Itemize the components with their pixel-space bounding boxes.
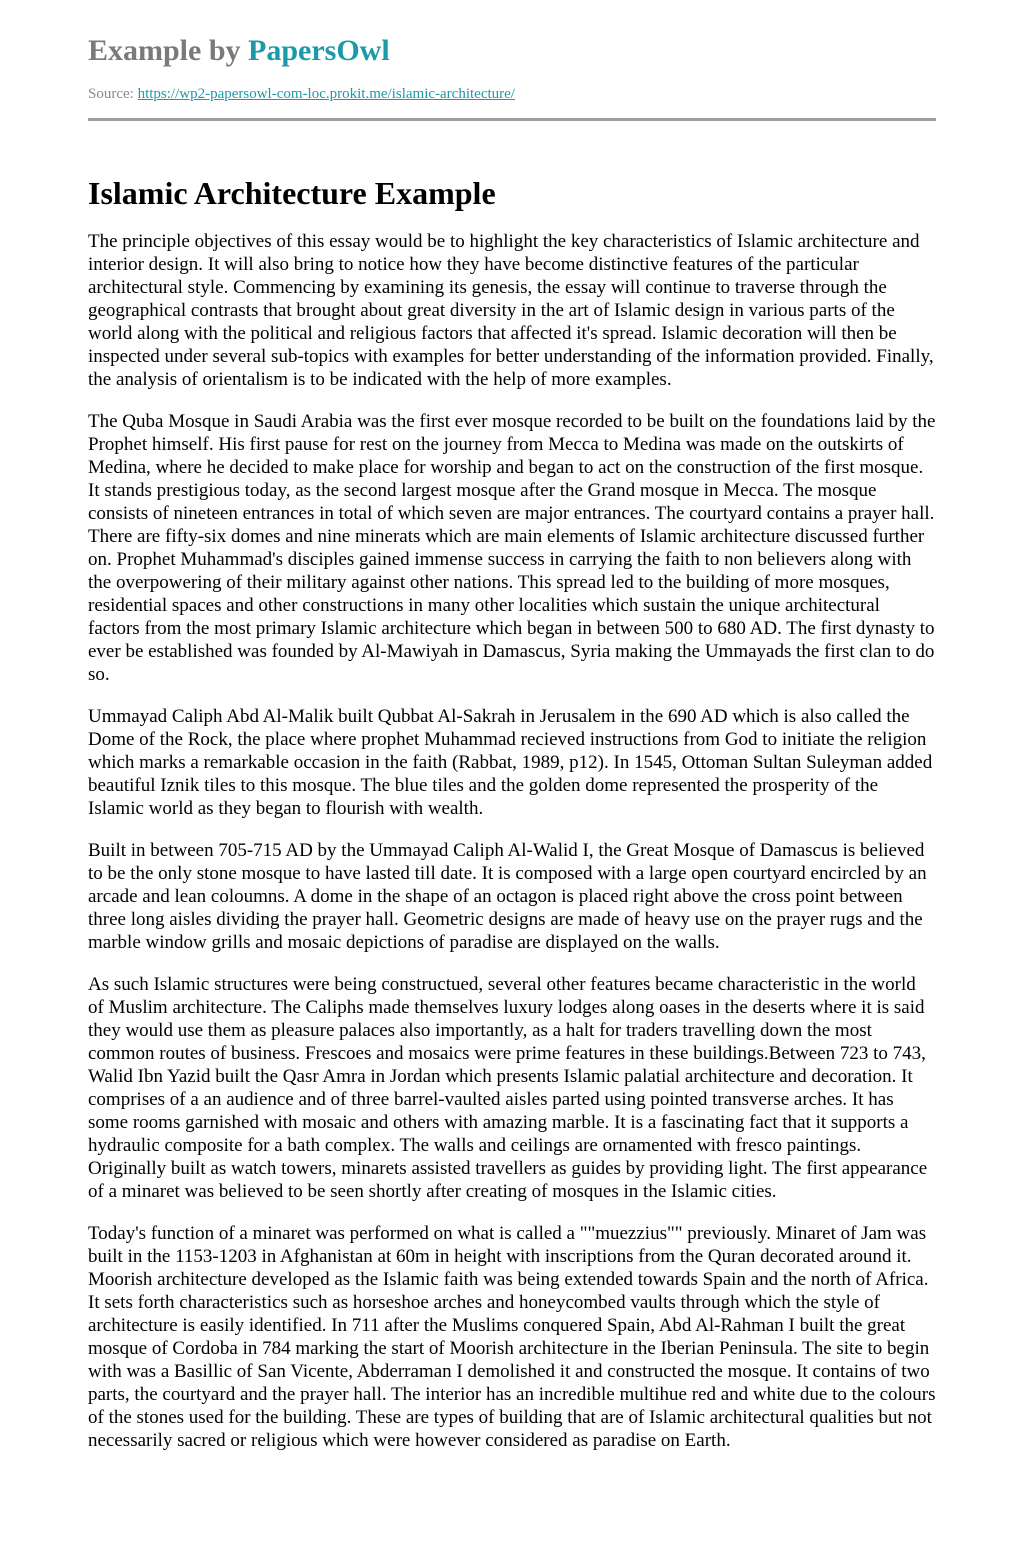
paragraph: The principle objectives of this essay would be to highlight the key characteristics of Islamic architecture and interior design. It will also bring to notice how they have become distinctive features of the particular architectural style. Commencing by examining its genesis, the essay will continue to traverse through the geographical contrasts that brought about great diversity in the art of Islamic design in various parts of the world along with the political and religious factors that affected it's spread. Islamic decoration will then be inspected under several sub-topics with examples for better understanding of the information provided. Finally, the analysis of orientalism is to be indicated with the help of more examples. (88, 231, 934, 390)
page-title: Islamic Architecture Example (88, 175, 496, 211)
source-label: Source: (88, 86, 138, 102)
header-divider (88, 118, 936, 121)
paragraph: Built in between 705-715 AD by the Ummayad Caliph Al-Walid I, the Great Mosque of Damascus is believed to be the only stone mosque to have lasted till date. It is composed with a large open courtyard encircled by an arcade and lean coloumns. A dome in the shape of an octagon is placed right above the cross point between three long aisles dividing the prayer hall. Geometric designs are made of heavy use on the prayer rugs and the marble window grills and mosaic depictions of paradise are displayed on the walls. (88, 840, 927, 953)
paragraph: Ummayad Caliph Abd Al-Malik built Qubbat Al-Sakrah in Jerusalem in the 690 AD which is also called the Dome of the Rock, the place where prophet Muhammad recieved instructions from God to initiate the religion which marks a remarkable occasion in the faith (Rabbat, 1989, p12). In 1545, Ottoman Sultan Suleyman added beautiful Iznik tiles to this mosque. The blue tiles and the golden dome represented the prosperity of the Islamic world as they began to flourish with wealth. (88, 706, 933, 819)
page-header (88, 0, 936, 121)
brand-name-link[interactable]: PapersOwl (248, 34, 390, 67)
article-body (88, 230, 936, 1452)
brand-prefix: Example by (88, 34, 249, 67)
source-link[interactable]: https://wp2-papersowl-com-loc.prokit.me/islamic-architecture/ (137, 86, 515, 102)
brand-heading (88, 31, 936, 71)
paragraph: As such Islamic structures were being constructued, several other features became characteristic in the world of Muslim architecture. The Caliphs made themselves luxury lodges along oases in the deserts where it is said they would use them as pleasure palaces also importantly, as a halt for traders travelling down the most common routes of business. Frescoes and mosaics were prime features in these buildings.Between 723 to 743, Walid Ibn Yazid built the Qasr Amra in Jordan which presents Islamic palatial architecture and decoration. It comprises of a an audience and of three barrel-vaulted aisles parted using pointed transverse arches. It has some rooms garnished with mosaic and others with amazing marble. It is a fascinating fact that it supports a hydraulic composite for a bath complex. The walls and ceilings are ornamented with fresco paintings. Originally built as watch towers, minarets assisted travellers as guides by providing light. The first appearance of a minaret was believed to be seen shortly after creating of mosques in the Islamic cities. (88, 974, 928, 1202)
paragraph: The Quba Mosque in Saudi Arabia was the first ever mosque recorded to be built on the foundations laid by the Prophet himself. His first pause for rest on the journey from Mecca to Medina was made on the outskirts of Medina, where he decided to make place for worship and began to act on the construction of the first mosque. It stands prestigious today, as the second largest mosque after the Grand mosque in Mecca. The mosque consists of nineteen entrances in total of which seven are major entrances. The courtyard contains a prayer hall. There are fifty-six domes and nine minerats which are main elements of Islamic architecture discussed further on. Prophet Muhammad's disciples gained immense success in carrying the faith to non believers along with the overpowering of their military against other nations. This spread led to the building of more mosques, residential spaces and other constructions in many other localities which sustain the unique architectural factors from the most primary Islamic architecture which began in between 500 to 680 AD. The first dynasty to ever be established was founded by Al-Mawiyah in Damascus, Syria making the Ummayads the first clan to do so. (88, 411, 936, 685)
paragraph: Today's function of a minaret was performed on what is called a ""muezzius"" previously. Minaret of Jam was built in the 1153-1203 in Afghanistan at 60m in height with inscriptions from the Quran decorated around it. Moorish architecture developed as the Islamic faith was being extended towards Spain and the north of Africa. It sets forth characteristics such as horseshoe arches and honeycombed vaults through which the style of architecture is easily identified. In 711 after the Muslims conquered Spain, Abd Al-Rahman I built the great mosque of Cordoba in 784 marking the start of Moorish architecture in the Iberian Peninsula. The site to begin with was a Basillic of San Vicente, Abderraman I demolished it and constructed the mosque. It contains of two parts, the courtyard and the prayer hall. The interior has an incredible multihue red and white due to the colours of the stones used for the building. These are types of building that are of Islamic architectural qualities but not necessarily sacred or religious which were however considered as paradise on Earth. (88, 1223, 936, 1451)
source-line (88, 84, 936, 104)
